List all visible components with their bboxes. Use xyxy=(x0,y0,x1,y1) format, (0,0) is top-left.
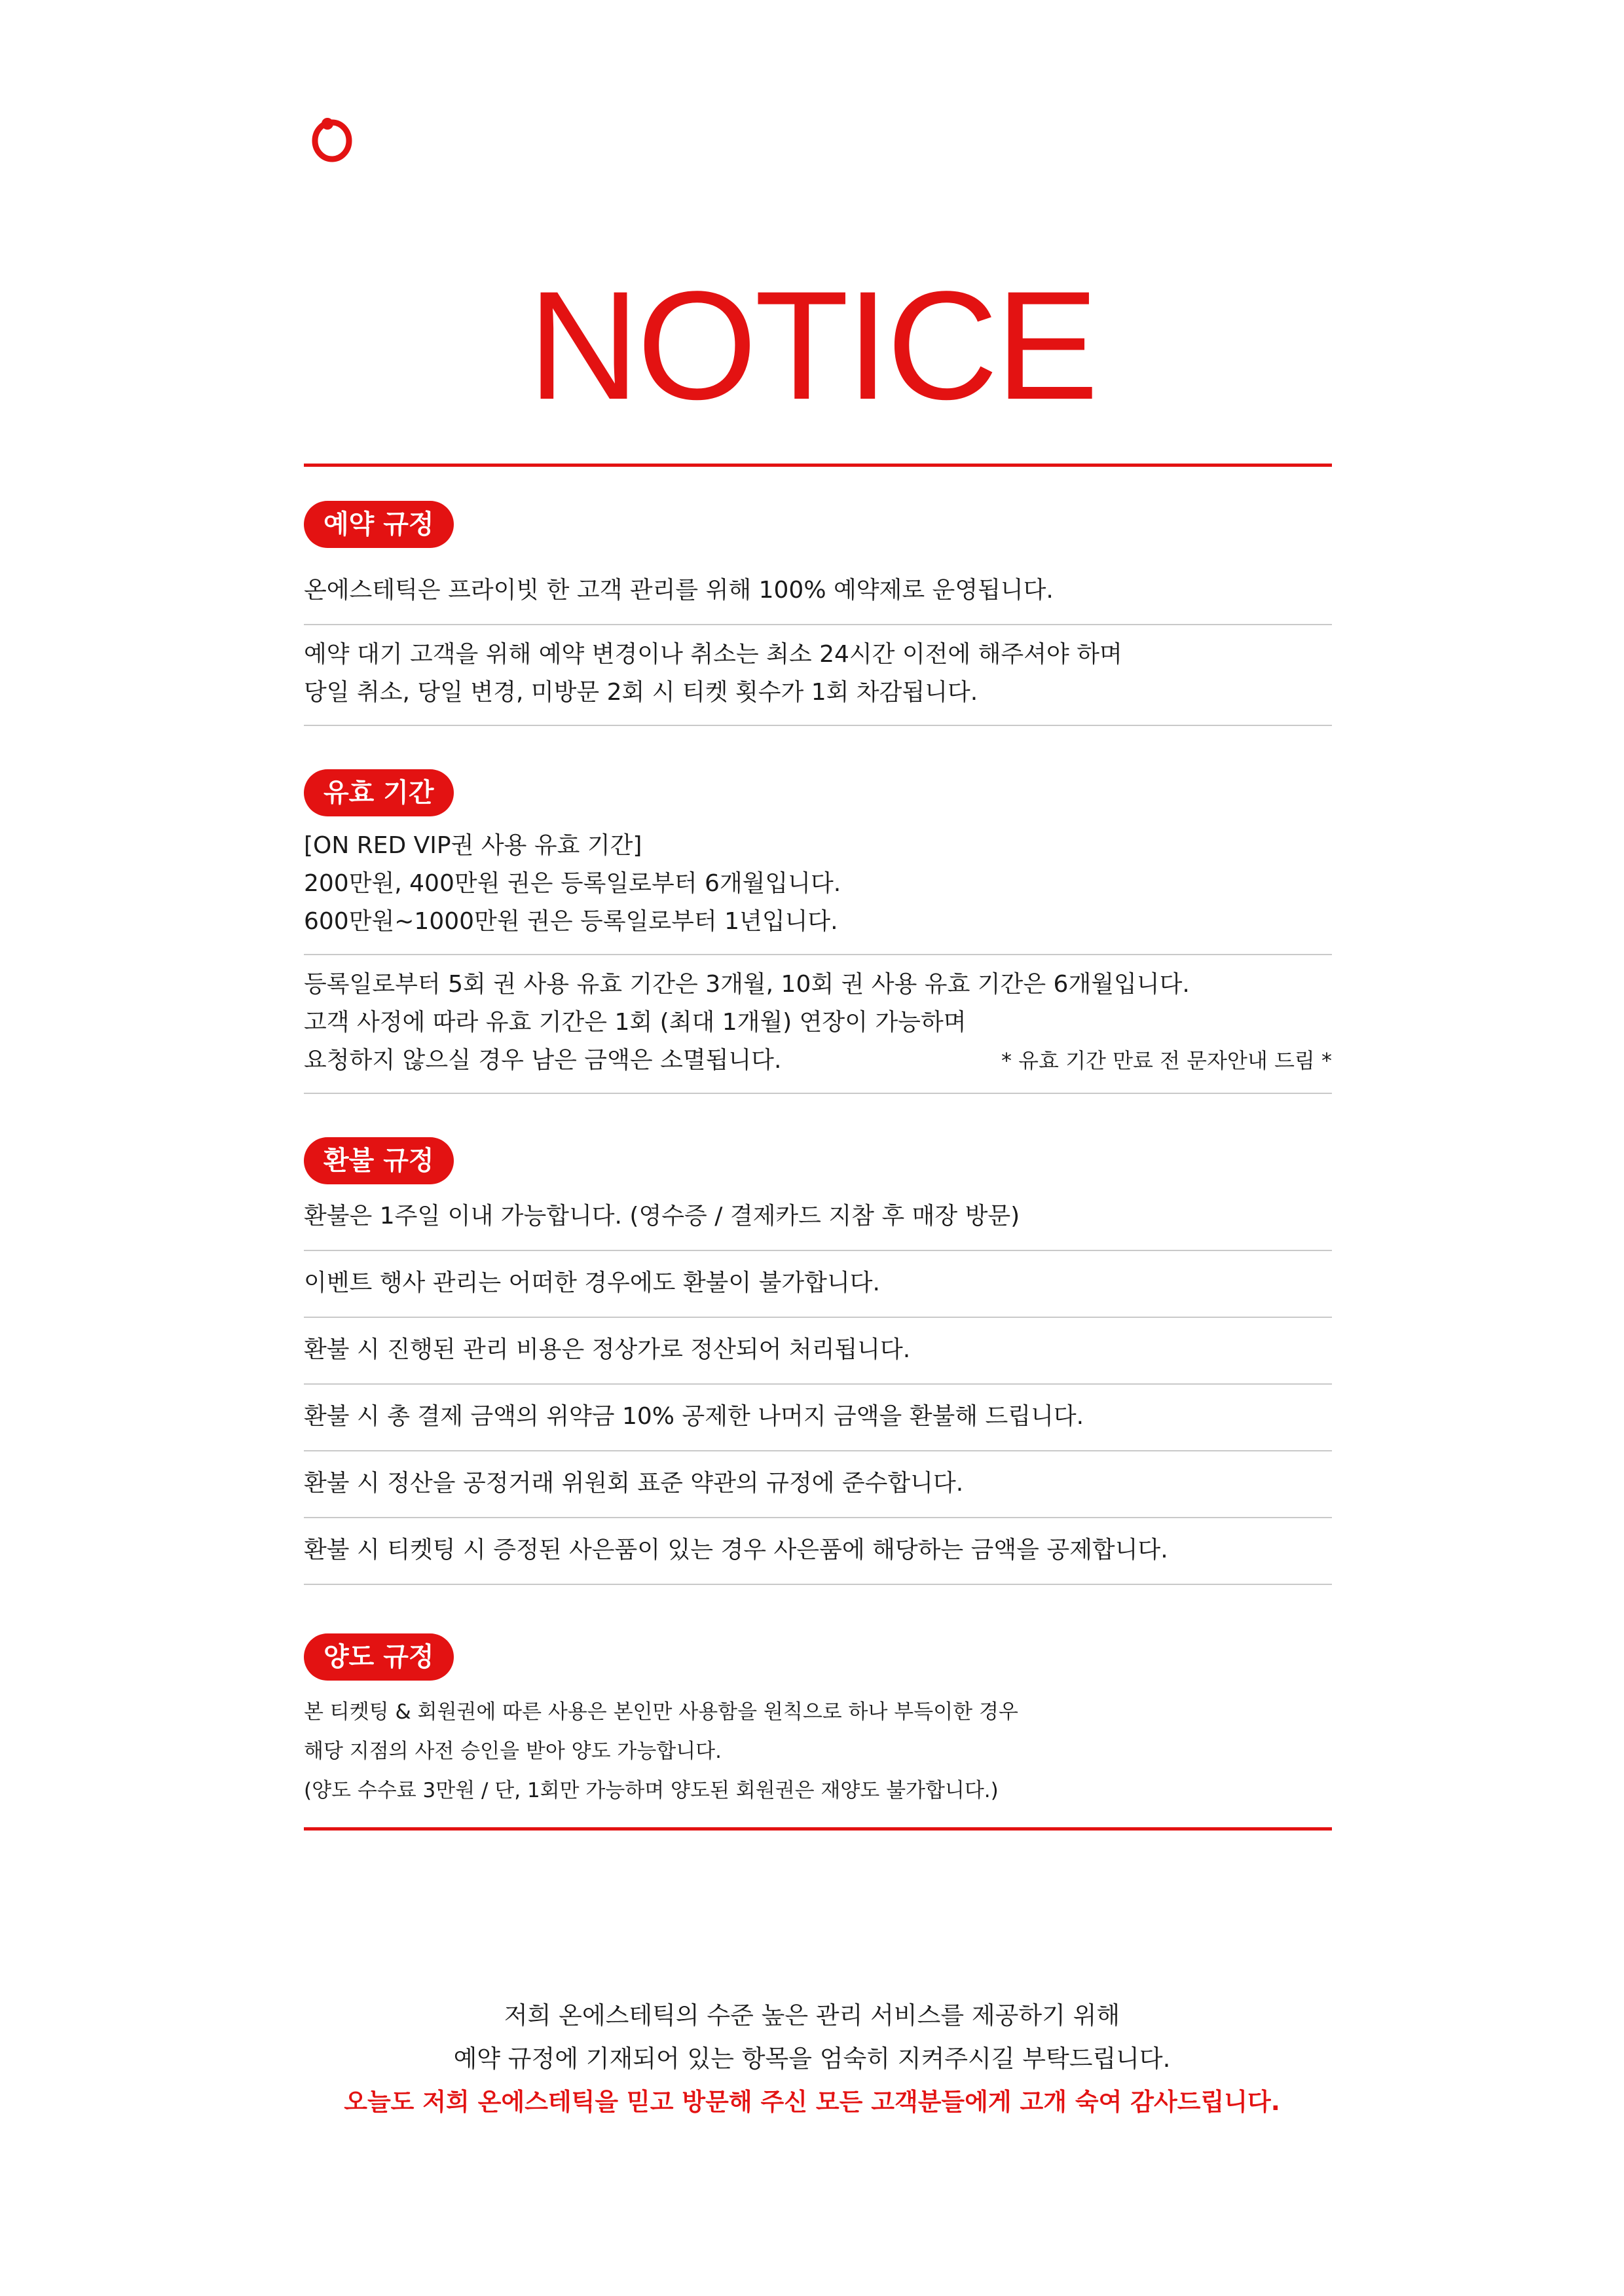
transfer-text: 본 티켓팅 & 회원권에 따른 사용은 본인만 사용함을 원칙으로 하나 부득이한 경우 xyxy=(304,1700,1018,1724)
footer-thanks: 오늘도 저희 온에스테틱을 믿고 방문해 주신 모든 고객분들에게 고개 숙여 감사드립니다. xyxy=(344,2088,1280,2116)
validity-text: 요청하지 않으실 경우 남은 금액은 소멸됩니다. xyxy=(304,1047,782,1074)
validity-item-1 xyxy=(304,816,1332,954)
refund-text: 환불 시 총 결제 금액의 위약금 10% 공제한 나머지 금액을 환불해 드립니다. xyxy=(304,1403,1084,1430)
refund-text: 환불 시 티켓팅 시 증정된 사은품이 있는 경우 사은품에 해당하는 금액을 공제합니다. xyxy=(304,1537,1168,1563)
section-badge-refund: 환불 규정 xyxy=(304,1137,454,1184)
notice-content xyxy=(304,464,1332,1831)
refund-item xyxy=(304,1518,1332,1584)
validity-note: * 유효 기간 만료 전 문자안내 드림 * xyxy=(1001,1048,1332,1073)
refund-item xyxy=(304,1251,1332,1317)
reservation-text: 예약 대기 고객을 위해 예약 변경이나 취소는 최소 24시간 이전에 해주셔야 하며 xyxy=(304,641,1122,668)
validity-item-2 xyxy=(304,955,1332,1093)
section-badge-validity: 유효 기간 xyxy=(304,769,454,816)
refund-text: 환불은 1주일 이내 가능합니다. (영수증 / 결제카드 지참 후 매장 방문) xyxy=(304,1203,1020,1230)
validity-text: 600만원~1000만원 권은 등록일로부터 1년입니다. xyxy=(304,908,838,935)
reservation-text: 당일 취소, 당일 변경, 미방문 2회 시 티켓 횟수가 1회 차감됩니다. xyxy=(304,679,978,706)
refund-text: 이벤트 행사 관리는 어떠한 경우에도 환불이 불가합니다. xyxy=(304,1269,880,1296)
footer-line: 저희 온에스테틱의 수준 높은 관리 서비스를 제공하기 위해 xyxy=(504,2001,1120,2030)
validity-text: [ON RED VIP권 사용 유효 기간] xyxy=(304,832,642,859)
transfer-text: (양도 수수료 3만원 / 단, 1회만 가능하며 양도된 회원권은 재양도 불가합니다.) xyxy=(304,1779,999,1802)
validity-last-line xyxy=(304,1042,1332,1080)
section-badge-transfer: 양도 규정 xyxy=(304,1633,454,1681)
divider-red-bottom xyxy=(304,1827,1332,1831)
transfer-text: 해당 지점의 사전 승인을 받아 양도 가능합니다. xyxy=(304,1740,722,1763)
o-logo-icon xyxy=(308,115,356,163)
reservation-item-1 xyxy=(304,548,1332,624)
refund-text: 환불 시 진행된 관리 비용은 정상가로 정산되어 처리됩니다. xyxy=(304,1336,911,1363)
footer-line: 예약 규정에 기재되어 있는 항목을 엄숙히 지켜주시길 부탁드립니다. xyxy=(453,2045,1171,2073)
reservation-text: 온에스테틱은 프라이빗 한 고객 관리를 위해 100% 예약제로 운영됩니다. xyxy=(304,577,1054,604)
refund-item xyxy=(304,1385,1332,1450)
validity-text: 고객 사정에 따라 유효 기간은 1회 (최대 1개월) 연장이 가능하며 xyxy=(304,1009,967,1036)
transfer-block xyxy=(304,1681,1332,1827)
footer-message xyxy=(0,1994,1624,2124)
refund-item xyxy=(304,1318,1332,1383)
page-title: NOTICE xyxy=(528,259,1096,432)
refund-text: 환불 시 정산을 공정거래 위원회 표준 약관의 규정에 준수합니다. xyxy=(304,1470,964,1497)
refund-item xyxy=(304,1451,1332,1517)
refund-item xyxy=(304,1184,1332,1250)
reservation-item-2 xyxy=(304,625,1332,725)
validity-text: 등록일로부터 5회 권 사용 유효 기간은 3개월, 10회 권 사용 유효 기간은 6개월입니다. xyxy=(304,971,1190,998)
section-badge-reservation: 예약 규정 xyxy=(304,501,454,548)
validity-text: 200만원, 400만원 권은 등록일로부터 6개월입니다. xyxy=(304,870,841,897)
